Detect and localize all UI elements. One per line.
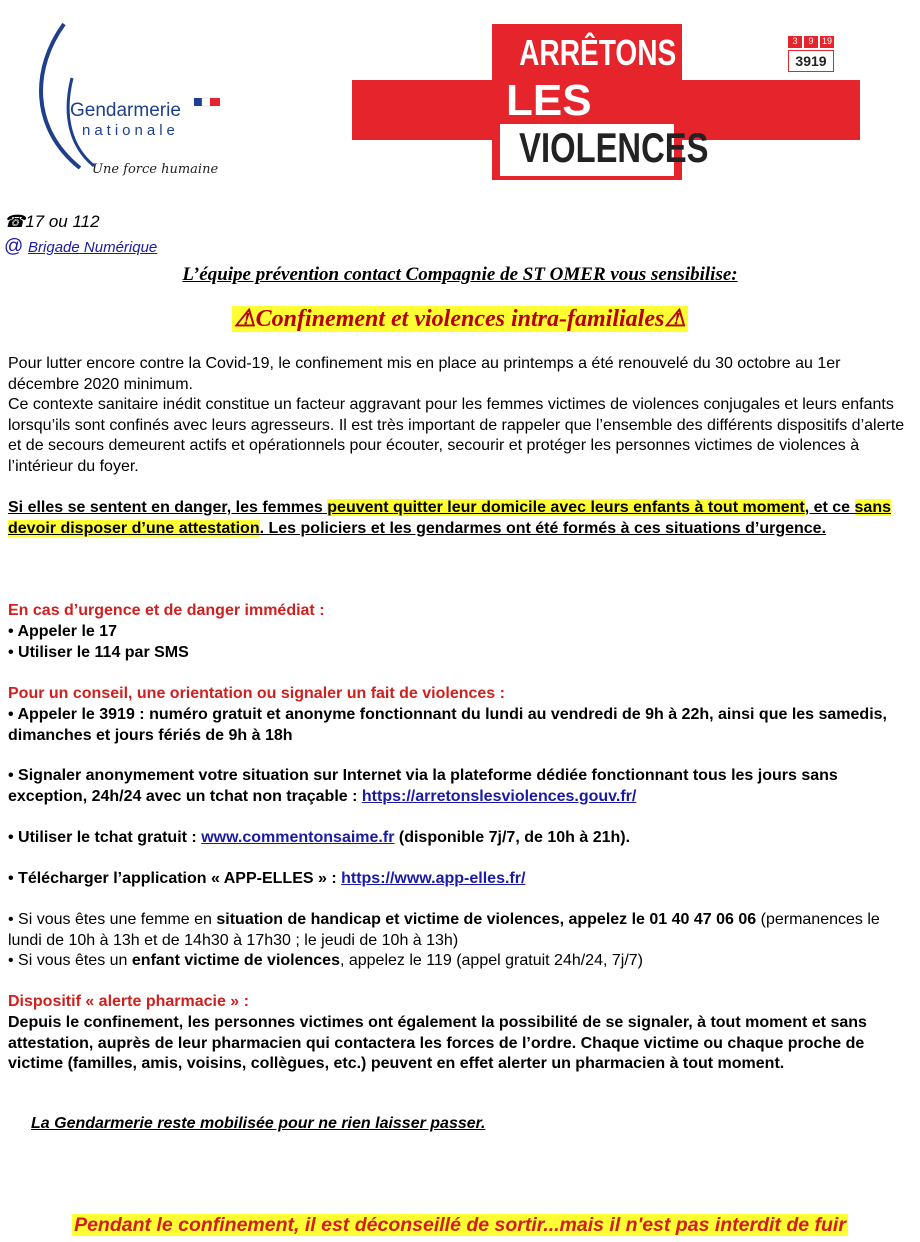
gendarmerie-logo-emblem — [22, 8, 232, 188]
conseil-item-app — [8, 869, 913, 890]
final-banner — [0, 1214, 920, 1237]
gendarmerie-logo-line2: nationale — [82, 122, 179, 139]
phone-icon: ☎ — [4, 212, 26, 231]
urgence-heading: En cas d’urgence et de danger immédiat : — [8, 602, 325, 619]
main-title — [0, 304, 920, 333]
danger-note-text: , et ce — [804, 499, 855, 516]
danger-note-text: Si elles se sentent en danger, les femmes — [8, 499, 328, 516]
badge-number: 3919 — [788, 50, 834, 72]
conseil-item-internet — [8, 766, 913, 807]
banner-line1: ARRÊTONS — [519, 32, 677, 73]
danger-note-highlight: peuvent quitter leur domicile avec leurs enfants à tout moment — [327, 499, 805, 516]
badge-digit: 19 — [821, 36, 832, 46]
badge-digit: 9 — [804, 36, 818, 48]
gendarmerie-logo-line1: Gendarmerie — [70, 100, 181, 121]
conseil-item-text: • Si vous êtes une femme en — [8, 911, 217, 928]
phone-text: 17 ou 112 — [25, 212, 100, 231]
final-banner-text: Pendant le confinement, il est déconseillé de sortir...mais il n'est pas interdit de fuir — [74, 1214, 846, 1236]
badge-3919 — [788, 36, 834, 72]
conseil-item-text: • Si vous êtes un — [8, 952, 132, 969]
commentonsaime-link[interactable]: www.commentonsaime.fr — [201, 829, 395, 846]
pharmacie-heading: Dispositif « alerte pharmacie » : — [8, 993, 249, 1010]
conseil-item-text: • Utiliser le tchat gratuit : — [8, 829, 202, 846]
conseil-item-bold: enfant victime de violences — [131, 952, 340, 969]
brigade-numerique-link[interactable]: Brigade Numérique — [28, 239, 158, 256]
conseil-item-text: (permanences le lundi de 10h à 13h et de 14h30 à 17h30 ; le jeudi de 10h à 13h) — [8, 911, 880, 949]
conseil-item-tchat — [8, 828, 913, 849]
conseil-heading: Pour un conseil, une orientation ou signaler un fait de violences : — [8, 685, 505, 702]
conseil-item-text: , appelez le 119 (appel gratuit 24h/24, 7j/7) — [339, 952, 643, 969]
banner-line3: VIOLENCES — [519, 124, 709, 171]
arretonslesviolences-link[interactable]: https://arretonslesviolences.gouv.fr/ — [361, 787, 637, 805]
intro-paragraph-2: Ce contexte sanitaire inédit constitue un facteur aggravant pour les femmes victimes de violences conjugales et leurs enfants lorsqu’ils sont confinés avec leurs agresseurs. Il est très important de rappeler que l’ensemble des différents dispositifs d’alerte et de secours demeurent actifs et opérationnels pour écouter, secourir et protéger les personnes victimes de violences à l’intérieur du foyer. — [8, 396, 905, 475]
intro-paragraph-1: Pour lutter encore contre la Covid-19, le confinement mis en place au printemps a été renouvelé du 30 octobre au 1er décembre 2020 minimum. — [8, 355, 841, 393]
subtitle: L’équipe prévention contact Compagnie de ST OMER vous sensibilise: — [182, 264, 738, 285]
urgence-item: • Appeler le 17 — [8, 623, 118, 640]
main-title-text: ⚠Confinement et violences intra-familiales⚠ — [234, 306, 686, 332]
conseil-item-bold: situation de handicap et victime de violences, appelez le 01 40 47 06 06 — [216, 911, 757, 928]
closing-statement: La Gendarmerie reste mobilisée pour ne rien laisser passer. — [31, 1115, 486, 1132]
gendarmerie-logo-motto: Une force humaine — [92, 162, 219, 177]
urgence-item: • Utiliser le 114 par SMS — [8, 644, 189, 661]
app-elles-link[interactable]: https://www.app-elles.fr/ — [341, 870, 526, 887]
pharmacie-text: Depuis le confinement, les personnes victimes ont également la possibilité de se signaler, à tout moment et sans attestation, auprès de leur pharmacien qui contactera les forces de l’ordre. Chaque victime ou chaque proche de victime (familles, amis, voisins, collègues, etc.) peuvent en effet alerter un pharmacien à tout moment. — [8, 1014, 867, 1072]
conseil-item-text: (disponible 7j/7, de 10h à 21h). — [394, 829, 631, 846]
badge-digit: 3 — [788, 36, 802, 48]
danger-note-highlight: sans devoir disposer d’une attestation — [8, 499, 891, 537]
danger-note — [8, 498, 913, 539]
arretons-banner — [352, 24, 860, 180]
at-icon: @ — [4, 236, 24, 257]
phone-line — [4, 212, 100, 232]
conseil-item-text: • Signaler anonymement votre situation sur Internet via la plateforme dédiée fonctionnant tous les jours sans exception, 24h/24 avec un tchat non traçable : — [8, 767, 838, 805]
conseil-item-enfant — [8, 951, 913, 972]
badge-digits — [788, 36, 834, 48]
danger-note-text: . Les policiers et les gendarmes ont été formés à ces situations d’urgence. — [259, 519, 827, 537]
conseil-item-3919: • Appeler le 3919 : numéro gratuit et anonyme fonctionnant du lundi au vendredi de 9h à 22h, ainsi que les samedis, dimanches et jours fériés de 9h à 18h — [8, 706, 887, 744]
conseil-item-handicap — [8, 910, 913, 951]
gendarmerie-logo — [22, 8, 232, 188]
conseil-item-text: • Télécharger l’application « APP-ELLES » : — [8, 870, 342, 887]
banner-line2: LES — [506, 76, 592, 125]
brigade-line — [4, 236, 157, 258]
